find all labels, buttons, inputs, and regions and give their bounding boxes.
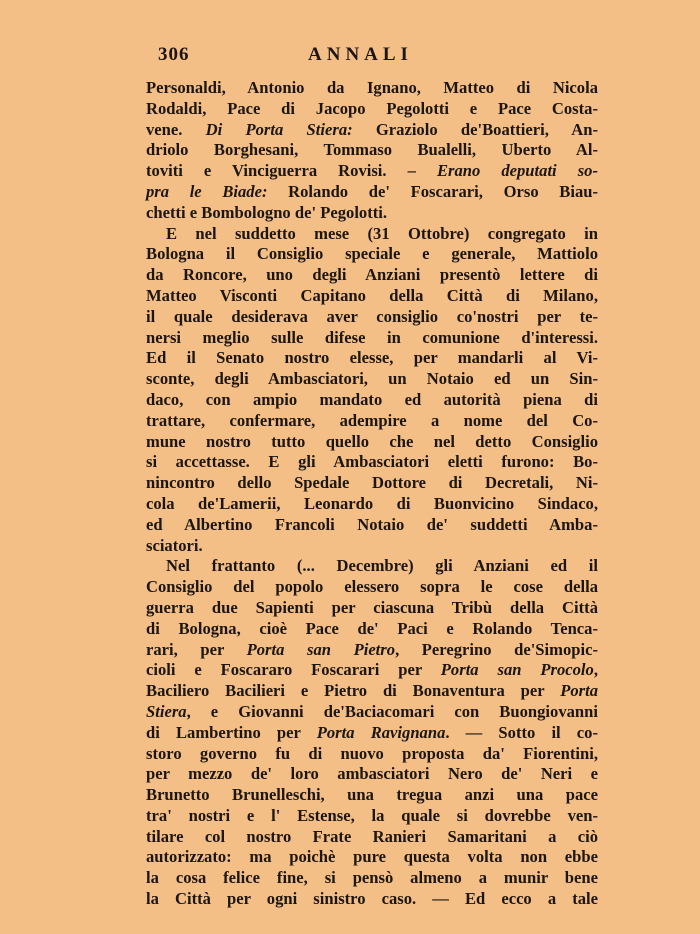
text-segment: si accettasse. E gli Ambasciatori eletti furono: Bo- — [146, 452, 598, 472]
text-segment: ed Albertino Francoli Notaio de' suddetti Amba- — [146, 514, 598, 534]
text-segment: , e Giovanni de'Baciacomari con Buongiovanni — [186, 701, 598, 721]
text-line — [146, 224, 598, 245]
text-segment: Rolando de' Foscarari, Orso Biau- — [267, 181, 598, 201]
text-segment: driolo Borghesani, Tommaso Bualelli, Uberto Al- — [146, 140, 598, 160]
text-line — [146, 744, 598, 765]
text-line — [146, 265, 598, 286]
text-line — [146, 868, 598, 889]
running-title: ANNALI — [308, 44, 413, 65]
text-line — [146, 785, 598, 806]
text-segment: nersi meglio sulle difese in comunione d'interessi. — [146, 327, 598, 347]
text-segment: cola de'Lamerii, Leonardo di Buonvicino Sindaco, — [146, 493, 598, 513]
text-segment: toviti e Vinciguerra Rovisi. – — [146, 161, 437, 181]
text-line — [146, 161, 598, 182]
text-segment: Brunetto Brunelleschi, una tregua anzi una pace — [146, 785, 598, 805]
text-segment: E nel suddetto mese (31 Ottobre) congregato in — [166, 223, 598, 243]
text-line — [146, 536, 598, 557]
text-segment: tilare col nostro Frate Ranieri Samaritani a ciò — [146, 826, 598, 846]
text-line — [146, 806, 598, 827]
text-segment: da Roncore, uno degli Anziani presentò lettere di — [146, 265, 598, 285]
text-segment: la Città per ogni sinistro caso. — Ed ecco a tale — [146, 889, 598, 909]
text-segment: di Bologna, cioè Pace de' Paci e Rolando Tenca- — [146, 618, 598, 638]
body-text — [146, 78, 598, 910]
text-segment: Ed il Senato nostro elesse, per mandarli al Vi- — [146, 348, 598, 368]
text-line — [146, 307, 598, 328]
text-segment: tra' nostri e l' Estense, la quale si dovrebbe ven- — [146, 805, 598, 825]
text-segment: sconte, degli Ambasciatori, un Notaio ed un Sin- — [146, 369, 598, 389]
text-segment: Graziolo de'Boattieri, An- — [352, 119, 598, 139]
text-segment: , Peregrino de'Simopic- — [395, 639, 598, 659]
text-segment: per mezzo de' loro ambasciatori Nero de' Neri e — [146, 764, 598, 784]
text-line — [146, 847, 598, 868]
text-line — [146, 660, 598, 681]
text-line — [146, 723, 598, 744]
text-segment: Rodaldi, Pace di Jacopo Pegolotti e Pace Costa- — [146, 98, 598, 118]
text-segment: daco, con ampio mandato ed autorità piena di — [146, 389, 598, 409]
text-segment: storo governo fu di nuovo proposta da' Fiorentini, — [146, 743, 598, 763]
text-segment: Bologna il Consiglio speciale e generale, Mattiolo — [146, 244, 598, 264]
text-segment: , — [593, 660, 598, 680]
text-line — [146, 78, 598, 99]
text-line — [146, 328, 598, 349]
italic-text: Porta san Procolo — [440, 660, 594, 680]
text-line — [146, 681, 598, 702]
text-line — [146, 827, 598, 848]
text-line — [146, 203, 598, 224]
text-line — [146, 452, 598, 473]
text-segment: . — Sotto il co- — [445, 722, 598, 742]
italic-text: Stiera — [146, 701, 187, 721]
text-line — [146, 619, 598, 640]
text-line — [146, 244, 598, 265]
text-line — [146, 99, 598, 120]
text-segment: Personaldi, Antonio da Ignano, Matteo di Nicola — [146, 78, 598, 97]
text-line — [146, 494, 598, 515]
text-segment: autorizzato: ma poichè pure questa volta non ebbe — [146, 847, 598, 867]
text-segment: chetti e Bombologno de' Pegolotti. — [146, 202, 388, 222]
text-segment: vene. — [146, 119, 206, 139]
text-segment: mune nostro tutto quello che nel detto Consiglio — [146, 431, 598, 451]
page-number: 306 — [158, 44, 190, 65]
text-segment: la cosa felice fine, si pensò almeno a munir bene — [146, 868, 598, 888]
text-line — [146, 889, 598, 910]
text-segment: il quale desiderava aver consiglio co'nostri per te- — [146, 306, 598, 326]
text-segment: guerra due Sapienti per ciascuna Tribù della Città — [146, 597, 598, 617]
text-segment: cioli e Foscararo Foscarari per — [146, 660, 441, 680]
page-header — [158, 44, 598, 72]
text-line — [146, 598, 598, 619]
text-line — [146, 120, 598, 141]
text-line — [146, 286, 598, 307]
italic-text: pra le Biade: — [146, 181, 268, 201]
text-segment: Matteo Visconti Capitano della Città di Milano, — [146, 285, 598, 305]
text-line — [146, 432, 598, 453]
italic-text: Porta — [560, 681, 598, 701]
italic-text: Di Porta Stiera: — [205, 119, 353, 139]
text-segment: nincontro dello Spedale Dottore di Decretali, Ni- — [146, 473, 598, 493]
text-segment: sciatori. — [146, 535, 203, 555]
text-segment: di Lambertino per — [146, 722, 317, 742]
text-line — [146, 369, 598, 390]
text-line — [146, 702, 598, 723]
text-segment: Baciliero Bacilieri e Pietro di Bonaventura per — [146, 681, 561, 701]
text-line — [146, 140, 598, 161]
text-line — [146, 764, 598, 785]
italic-text: Porta san Pietro — [246, 639, 396, 659]
text-line — [146, 348, 598, 369]
text-segment: Consiglio del popolo elessero sopra le cose della — [146, 577, 598, 597]
text-segment: Nel frattanto (... Decembre) gli Anziani ed il — [166, 556, 598, 576]
italic-text: Porta Ravignana — [316, 722, 446, 742]
text-line — [146, 556, 598, 577]
text-line — [146, 390, 598, 411]
text-line — [146, 515, 598, 536]
text-line — [146, 182, 598, 203]
text-line — [146, 411, 598, 432]
text-line — [146, 577, 598, 598]
italic-text: Erano deputati so- — [436, 161, 598, 181]
text-segment: rari, per — [146, 639, 247, 659]
text-line — [146, 473, 598, 494]
text-line — [146, 640, 598, 661]
text-segment: trattare, confermare, adempire a nome del Co- — [146, 410, 598, 430]
